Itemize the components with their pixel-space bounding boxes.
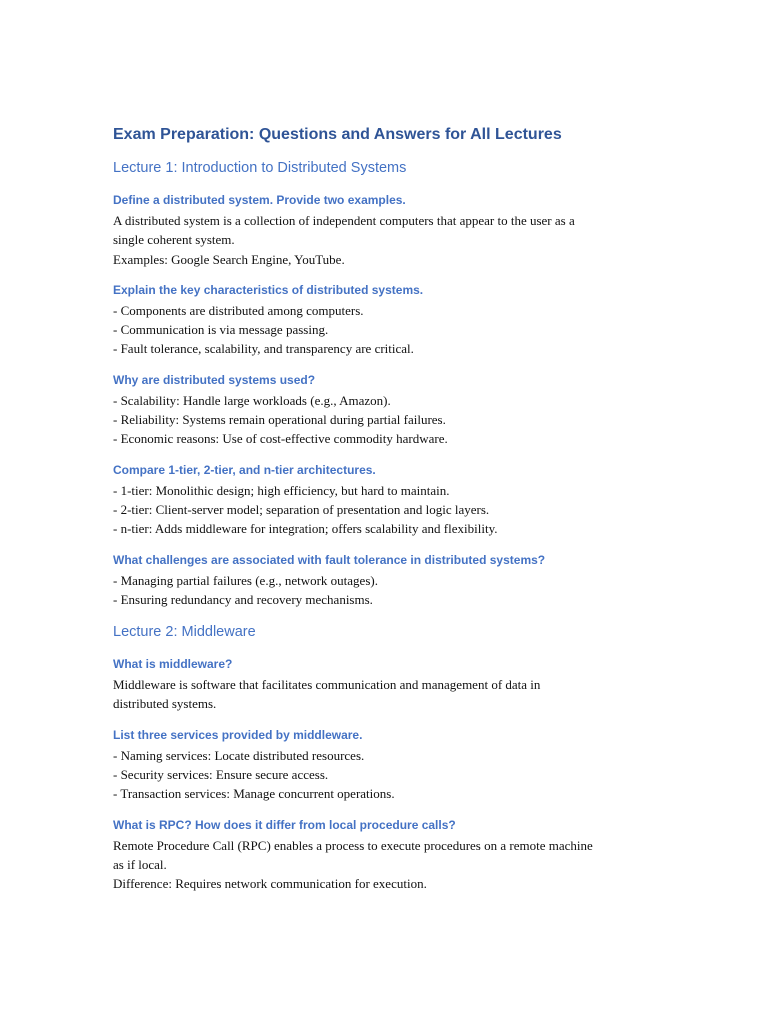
lecture-title: Lecture 2: Middleware xyxy=(113,624,256,641)
qa-item xyxy=(113,727,673,804)
answer-line: - 2-tier: Client-server model; separation of presentation and logic layers. xyxy=(113,501,490,517)
qa-item xyxy=(113,372,673,449)
answer-line: - Components are distributed among computers. xyxy=(113,302,364,318)
answer-line: - 1-tier: Monolithic design; high efficiency, but hard to maintain. xyxy=(113,482,450,498)
answer-line: Remote Procedure Call (RPC) enables a process to execute procedures on a remote machine xyxy=(113,837,593,853)
question-heading: What is RPC? How does it differ from local procedure calls? xyxy=(113,817,456,832)
answer-line: - Ensuring redundancy and recovery mechanisms. xyxy=(113,591,373,607)
document-title: Exam Preparation: Questions and Answers for All Lectures xyxy=(113,126,562,143)
answer-line: Difference: Requires network communication for execution. xyxy=(113,876,427,892)
answer-line: as if local. xyxy=(113,856,167,872)
answer-line: Middleware is software that facilitates communication and management of data in xyxy=(113,677,541,693)
answer-line: - n-tier: Adds middleware for integration; offers scalability and flexibility. xyxy=(113,521,498,537)
lecture-section xyxy=(113,622,673,893)
question-heading: Explain the key characteristics of distributed systems. xyxy=(113,282,424,297)
qa-item xyxy=(113,552,673,610)
qa-item xyxy=(113,656,673,714)
answer-line: distributed systems. xyxy=(113,696,217,712)
question-heading: What challenges are associated with fault tolerance in distributed systems? xyxy=(113,552,546,567)
question-heading: List three services provided by middleware. xyxy=(113,727,363,742)
question-heading: What is middleware? xyxy=(113,657,233,672)
question-heading: Compare 1-tier, 2-tier, and n-tier architectures. xyxy=(113,462,376,477)
answer-line: - Fault tolerance, scalability, and transparency are critical. xyxy=(113,341,414,357)
lecture-title: Lecture 1: Introduction to Distributed Systems xyxy=(113,160,407,176)
qa-item xyxy=(113,282,673,359)
answer-line: - Economic reasons: Use of cost-effective commodity hardware. xyxy=(113,431,448,447)
answer-line: - Communication is via message passing. xyxy=(113,322,329,338)
answer-line: - Managing partial failures (e.g., network outages). xyxy=(113,572,378,588)
question-heading: Define a distributed system. Provide two examples. xyxy=(113,193,406,207)
answer-line: single coherent system. xyxy=(113,232,235,248)
answer-line: A distributed system is a collection of independent computers that appear to the user as a xyxy=(113,213,575,228)
question-heading: Why are distributed systems used? xyxy=(113,372,316,387)
answer-line: - Naming services: Locate distributed resources. xyxy=(113,747,365,763)
lecture-section xyxy=(113,158,673,609)
answer-line: - Security services: Ensure secure access. xyxy=(113,767,329,783)
qa-item xyxy=(113,192,673,269)
lectures-container xyxy=(113,158,673,894)
answer-line: - Scalability: Handle large workloads (e.g., Amazon). xyxy=(113,392,391,408)
qa-item xyxy=(113,462,673,539)
answer-line: - Transaction services: Manage concurrent operations. xyxy=(113,786,395,802)
qa-item xyxy=(113,817,673,894)
answer-line: - Reliability: Systems remain operational during partial failures. xyxy=(113,412,446,428)
document-page xyxy=(113,124,673,907)
answer-line: Examples: Google Search Engine, YouTube. xyxy=(113,251,345,267)
